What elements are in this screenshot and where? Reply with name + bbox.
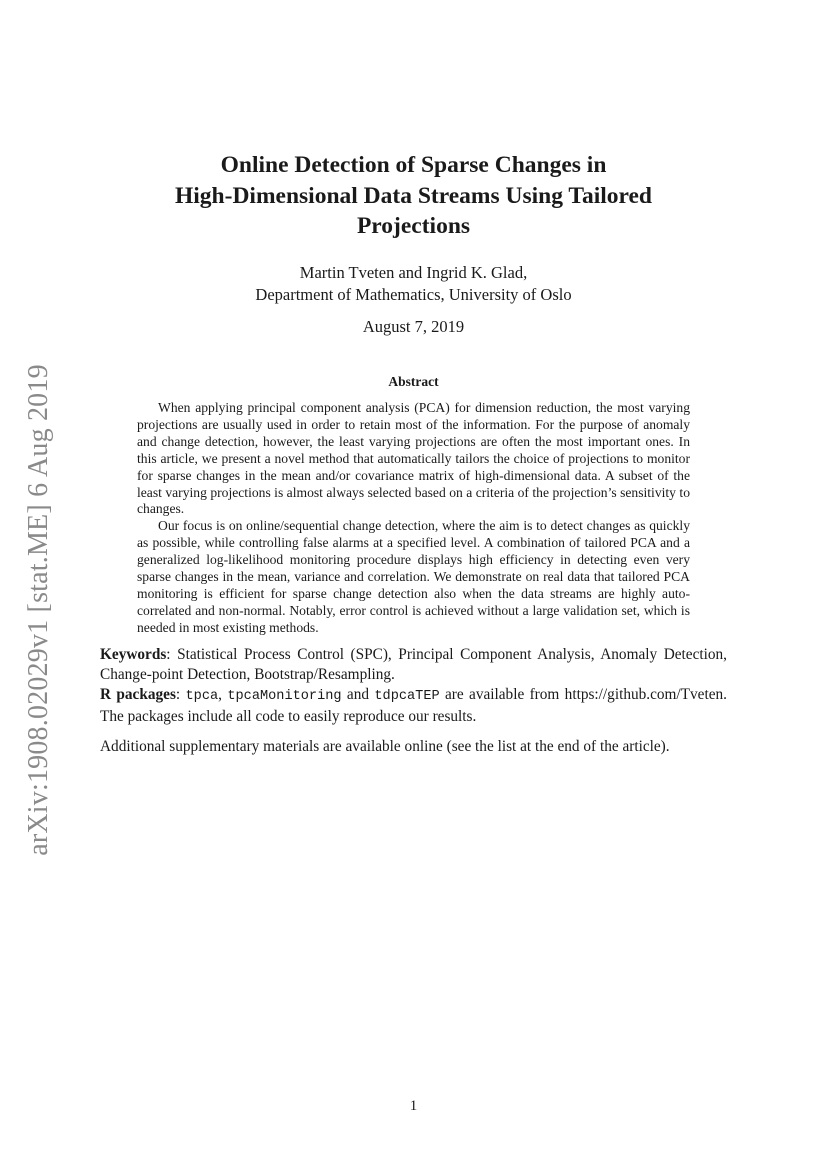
author-block — [100, 262, 727, 306]
supplementary-note: Additional supplementary materials are available online (see the list at the end of the article). — [100, 738, 670, 755]
r-packages-separator: and — [341, 686, 375, 703]
paper-date: August 7, 2019 — [362, 317, 465, 336]
package-tdpcatep: tdpcaTEP — [374, 689, 440, 704]
arxiv-identifier-text: arXiv:1908.02029v1 [stat.ME] 6 Aug 2019 — [23, 364, 55, 856]
r-packages-separator: , — [218, 686, 228, 703]
r-packages-tail: are available from https://github.com/Tveten. The packages include all code to easily reproduce our results. — [100, 686, 727, 725]
abstract-heading: Abstract — [388, 374, 439, 389]
title-line-1: Online Detection of Sparse Changes in — [220, 152, 607, 178]
title-line-2: High-Dimensional Data Streams Using Tailored — [174, 182, 653, 209]
package-tpca: tpca — [185, 689, 219, 704]
keywords-label: Keywords — [100, 646, 167, 663]
r-packages-label: R packages — [100, 686, 176, 703]
keywords-line — [100, 645, 727, 685]
keywords-text: : Statistical Process Control (SPC), Principal Component Analysis, Anomaly Detection, Change-point Detection, Bootstrap/Resampling. — [100, 646, 727, 683]
title-line-3: Projections — [356, 213, 471, 239]
abstract-body — [137, 400, 690, 637]
abstract-paragraph-1: When applying principal component analysis (PCA) for dimension reduction, the most varying projections are usually used in order to retain most of the information. For the purpose of anomaly and change detection, however, the least varying projections are often the most important ones. In this article, we present a novel method that automatically tailors the choice of projections to monitor for sparse changes in the mean and/or covariance matrix of high-dimensional data. A subset of the least varying projections is almost always selected based on a criteria of the projection’s sensitivity to changes. — [137, 400, 690, 517]
paper-title — [100, 150, 727, 242]
package-tpcamonitoring: tpcaMonitoring — [227, 689, 342, 704]
r-packages-separator: : — [175, 686, 186, 703]
author-names: Martin Tveten and Ingrid K. Glad, — [299, 263, 528, 282]
arxiv-identifier-stamp — [13, 360, 65, 860]
page-number: 1 — [409, 1098, 418, 1114]
author-affiliation: Department of Mathematics, University of Oslo — [255, 285, 572, 304]
abstract-paragraph-2: Our focus is on online/sequential change detection, where the aim is to detect changes as quickly as possible, while controlling false alarms at a specified level. A combination of tailored PCA and a generalized log-likelihood monitoring procedure displays high efficiency in detecting even very sparse changes in the mean, variance and correlation. We demonstrate on real data that tailored PCA monitoring is efficient for sparse change detection also when the data streams are highly auto-correlated and non-normal. Notably, error control is achieved without a large validation set, which is needed in most existing methods. — [137, 518, 690, 635]
keywords-section — [100, 645, 727, 727]
r-packages-line — [100, 685, 727, 727]
